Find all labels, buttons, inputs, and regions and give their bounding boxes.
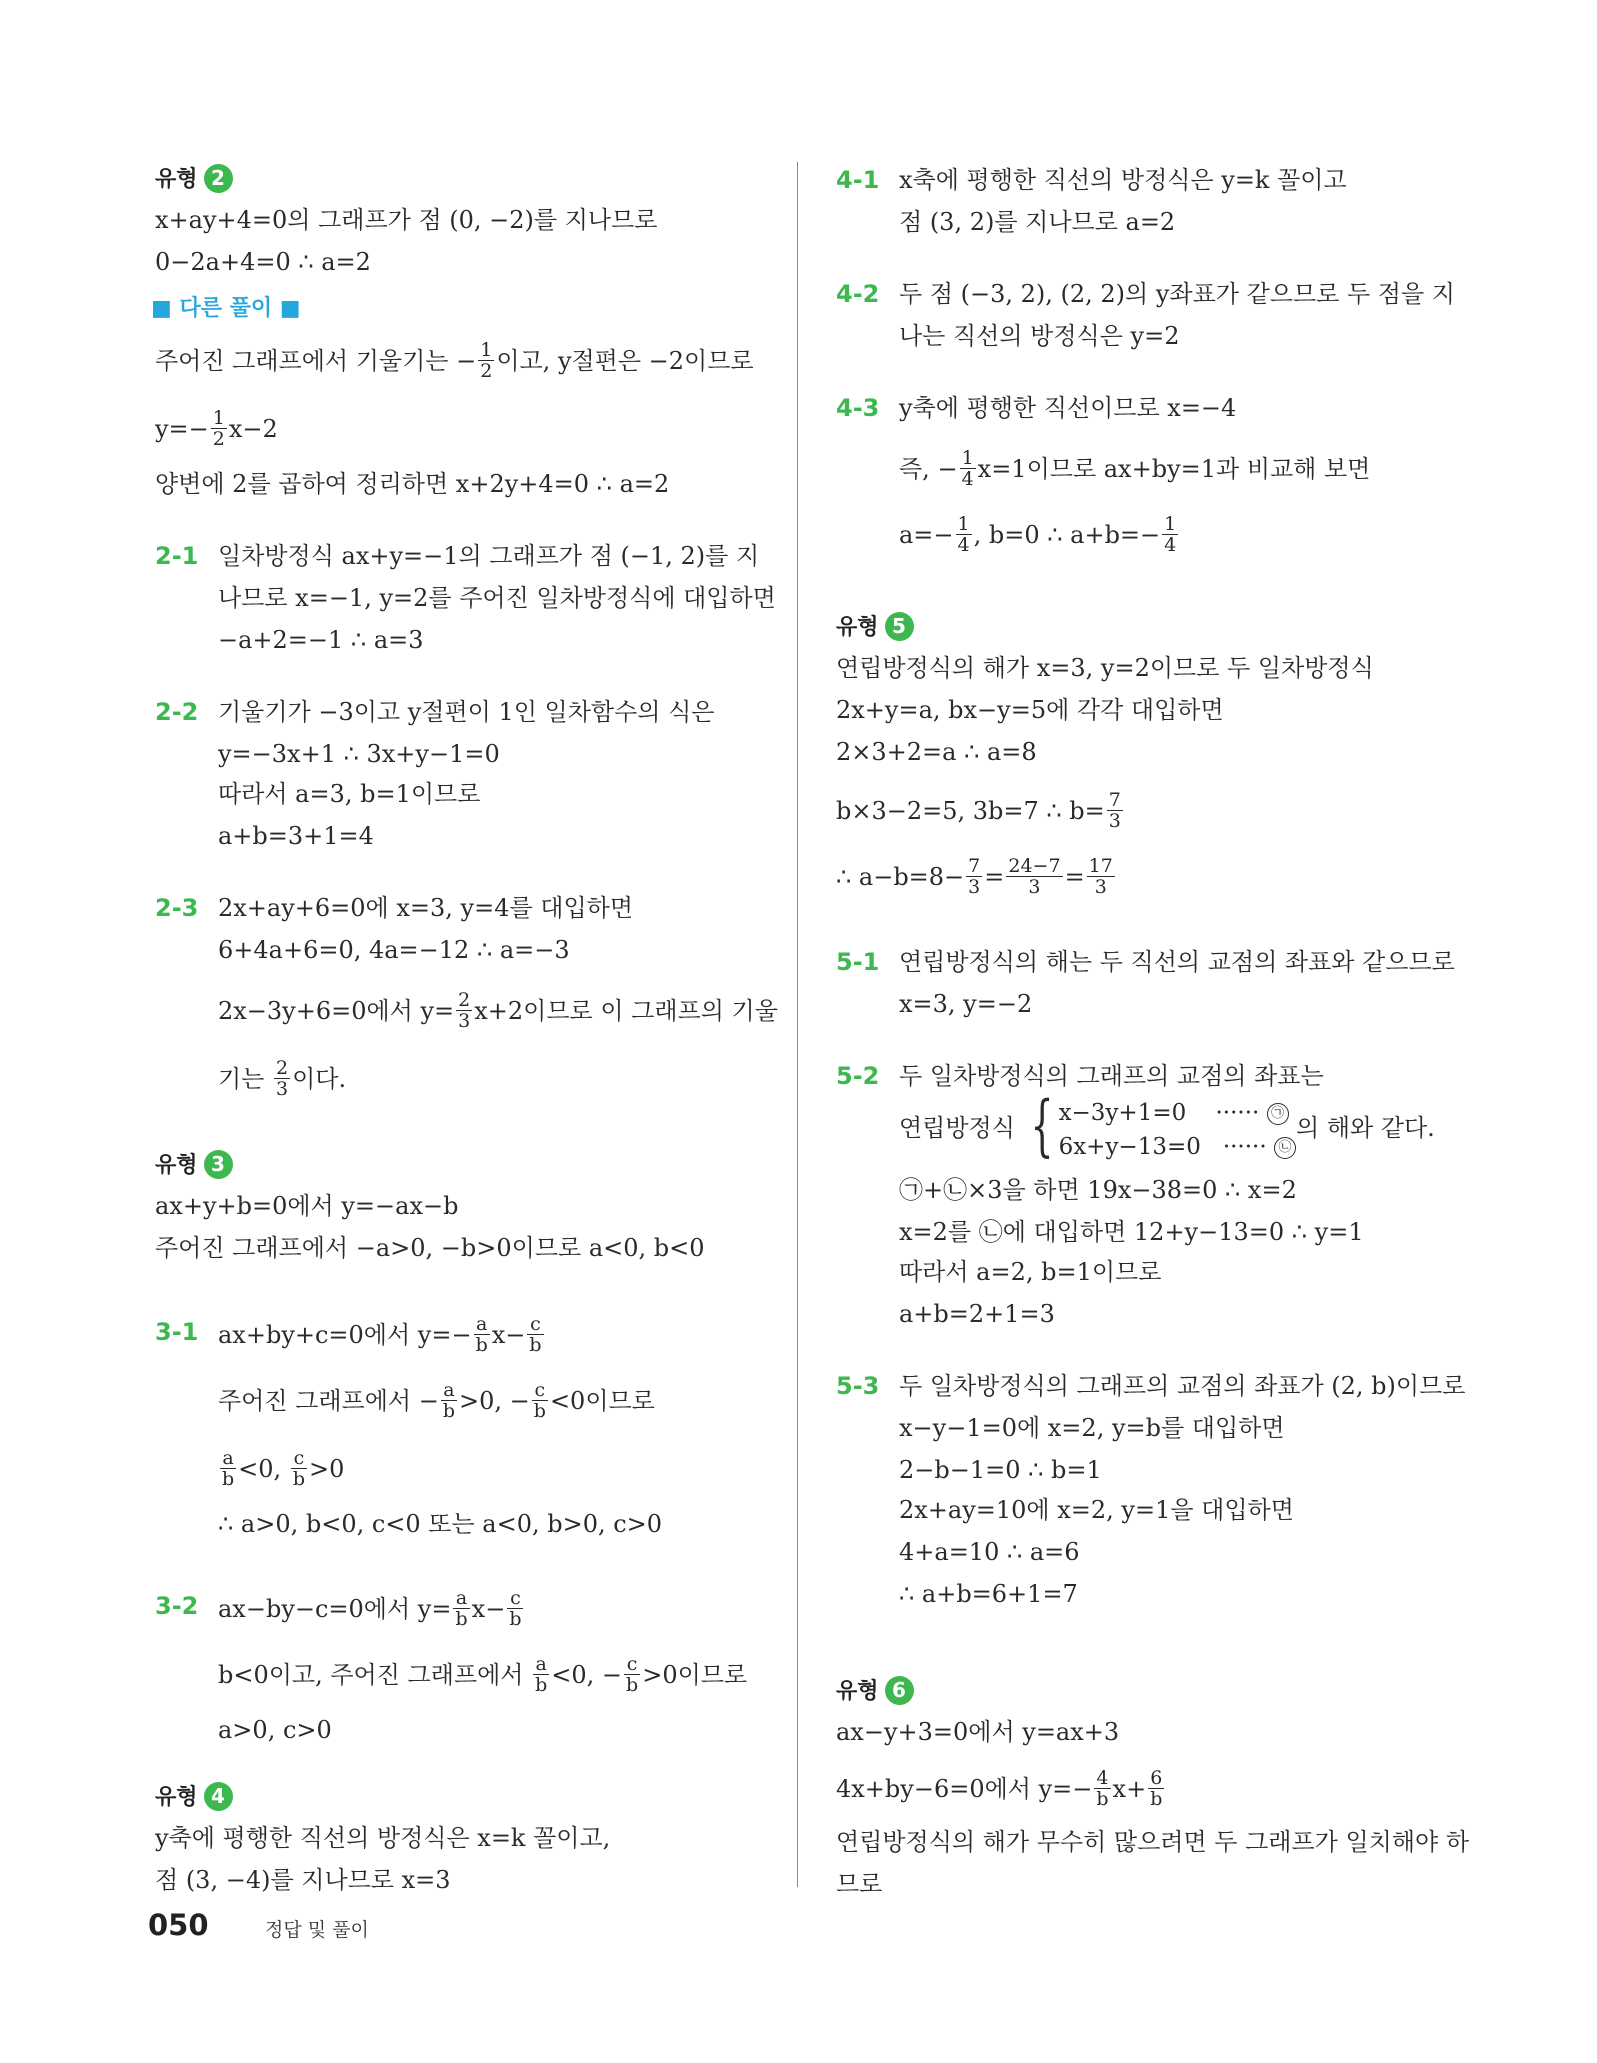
text-line: ax+y+b=0에서 y=−ax−b [155, 1192, 459, 1220]
text-line: 기는 $\frac{2}{3}$ 이다. [218, 1057, 347, 1100]
type-6-heading: 유형 6 [836, 1676, 914, 1708]
text-line: x=2를 ㉡에 대입하면 12+y−13=0 ∴ y=1 [899, 1218, 1364, 1246]
text-line: 주어진 그래프에서 기울기는 − $\frac{1}{2}$ 이고, y절편은 −2이므로 [155, 339, 754, 382]
brace: { [1030, 1086, 1054, 1164]
text-line: 연립방정식의 해는 두 직선의 교점의 좌표와 같으므로 [899, 948, 1455, 976]
type-2-heading: 유형 2 [155, 164, 233, 196]
text-line: 연립방정식의 해가 x=3, y=2이므로 두 일차방정식 [836, 654, 1374, 682]
type-4-heading: 유형 4 [155, 1782, 233, 1814]
fraction: $\frac{a}{b}$ [535, 1653, 548, 1696]
fraction: $\frac{4}{b}$ [1096, 1767, 1109, 1810]
column-divider [797, 162, 798, 1887]
problem-number: 4-3 [836, 394, 880, 422]
circled-label: ㉡ [1274, 1137, 1296, 1159]
fraction: $\frac{2}{3}$ [458, 989, 471, 1032]
text-line: 연립방정식의 해가 무수히 많으려면 두 그래프가 일치해야 하 [836, 1828, 1470, 1856]
problem-number: 2-1 [155, 542, 199, 570]
fraction: $\frac{a}{b}$ [455, 1587, 468, 1630]
fraction: $\frac{a}{b}$ [222, 1447, 235, 1490]
text-line: x=3, y=−2 [899, 990, 1033, 1018]
problem-number: 4-1 [836, 166, 880, 194]
type-number-badge: 2 [204, 164, 233, 193]
text-line: x+ay+4=0의 그래프가 점 (0, −2)를 지나므로 [155, 206, 658, 234]
text-line: 므로 [836, 1870, 883, 1898]
text-line: 2−b−1=0 ∴ b=1 [899, 1456, 1102, 1484]
fraction: $\frac{a}{b}$ [442, 1379, 456, 1422]
text-line: ax−y+3=0에서 y=ax+3 [836, 1718, 1120, 1746]
fraction: $\frac{c}{b}$ [292, 1447, 305, 1490]
fraction: $\frac{17}{3}$ [1088, 855, 1113, 898]
problem-number: 2-3 [155, 894, 199, 922]
fraction: $\frac{2}{3}$ [276, 1057, 289, 1100]
text-line: 양변에 2를 곱하여 정리하면 x+2y+4=0 ∴ a=2 [155, 470, 670, 498]
fraction: $\frac{c}{b}$ [509, 1587, 522, 1630]
text-line: 나므로 x=−1, y=2를 주어진 일차방정식에 대입하면 [218, 584, 776, 612]
text-line: b<0이고, 주어진 그래프에서 $\frac{a}{b}$ <0, − $\frac{c}{b}$ >0이므로 [218, 1653, 748, 1696]
text-line: a=− $\frac{1}{4}$ , b=0 ∴ a+b=− $\frac{1}{4}$ [899, 513, 1177, 556]
text-line: 일차방정식 ax+y=−1의 그래프가 점 (−1, 2)를 지 [218, 542, 760, 570]
text-line: y축에 평행한 직선의 방정식은 x=k 꼴이고, [155, 1824, 611, 1852]
problem-number: 5-3 [836, 1372, 880, 1400]
text-line: 주어진 그래프에서 − $\frac{a}{b}$ >0, − $\frac{c}{b}$ <0이므로 [218, 1379, 655, 1422]
problem-number: 5-2 [836, 1062, 880, 1090]
type-5-heading: 유형 5 [836, 612, 914, 644]
fraction: $\frac{7}{3}$ [968, 855, 981, 898]
type-number-badge: 3 [204, 1150, 233, 1179]
text-line: $\frac{a}{b}$ <0, $\frac{c}{b}$ >0 [222, 1447, 345, 1490]
text-line: ㉠+㉡×3을 하면 19x−38=0 ∴ x=2 [899, 1176, 1297, 1204]
fraction: $\frac{1}{4}$ [961, 447, 974, 490]
text-line: x−y−1=0에 x=2, y=b를 대입하면 [899, 1414, 1285, 1442]
text-line: 나는 직선의 방정식은 y=2 [899, 322, 1180, 350]
text-line: y=−3x+1 ∴ 3x+y−1=0 [218, 740, 500, 768]
text-line: 2x−3y+6=0에서 y= $\frac{2}{3}$ x+2이므로 이 그래프의 기울 [218, 989, 778, 1032]
equation-system: x−3y+1=0 ······ ㉠ 6x+y−13=0 ······ ㉡ [1059, 1096, 1296, 1164]
fraction: $\frac{1}{2}$ [212, 407, 225, 450]
text-line: 2x+y=a, bx−y=5에 각각 대입하면 [836, 696, 1224, 724]
text-line: ax+by+c=0에서 y=− $\frac{a}{b}$ x− $\frac{c}{b}$ [218, 1313, 542, 1356]
type-number-badge: 6 [885, 1676, 914, 1705]
text-line: ax−by−c=0에서 y= $\frac{a}{b}$ x− $\frac{c}{b}$ [218, 1587, 522, 1630]
text-line: 6+4a+6=0, 4a=−12 ∴ a=−3 [218, 936, 570, 964]
type-number-badge: 4 [204, 1782, 233, 1811]
fraction: $\frac{a}{b}$ [475, 1313, 488, 1356]
text-line: 기울기가 −3이고 y절편이 1인 일차함수의 식은 [218, 698, 715, 726]
page-number: 050 [148, 1908, 209, 1942]
text-line: 점 (3, −4)를 지나므로 x=3 [155, 1866, 451, 1894]
text-line: 점 (3, 2)를 지나므로 a=2 [899, 208, 1176, 236]
fraction: $\frac{1}{4}$ [1164, 513, 1177, 556]
text-line: −a+2=−1 ∴ a=3 [218, 626, 424, 654]
problem-number: 3-2 [155, 1592, 199, 1620]
text-line: 두 점 (−3, 2), (2, 2)의 y좌표가 같으므로 두 점을 지 [899, 280, 1455, 308]
text-line: 두 일차방정식의 그래프의 교점의 좌표는 [899, 1062, 1324, 1090]
text-line: 따라서 a=3, b=1이므로 [218, 780, 481, 808]
text-line: 4+a=10 ∴ a=6 [899, 1538, 1080, 1566]
text-line: b×3−2=5, 3b=7 ∴ b= $\frac{7}{3}$ [836, 789, 1121, 832]
fraction: $\frac{7}{3}$ [1108, 789, 1121, 832]
text-line: y축에 평행한 직선이므로 x=−4 [899, 394, 1237, 422]
text-line: a>0, c>0 [218, 1716, 332, 1744]
text-line: 0−2a+4=0 ∴ a=2 [155, 248, 371, 276]
system-of-equations-line: 연립방정식 { x−3y+1=0 ······ ㉠ 6x+y−13=0 ······ ㉡ 의 해와 같다. [899, 1086, 1435, 1164]
problem-number: 3-1 [155, 1318, 199, 1346]
fraction: $\frac{24-7}{3}$ [1008, 855, 1061, 898]
fraction: $\frac{c}{b}$ [626, 1653, 639, 1696]
text-line: y=− $\frac{1}{2}$ x−2 [155, 407, 278, 450]
fraction: $\frac{c}{b}$ [529, 1313, 542, 1356]
fraction: $\frac{1}{2}$ [480, 339, 493, 382]
text-line: a+b=2+1=3 [899, 1300, 1055, 1328]
fraction: $\frac{1}{4}$ [957, 513, 970, 556]
text-line: 4x+by−6=0에서 y=− $\frac{4}{b}$ x+ $\frac{6}{b}$ [836, 1767, 1163, 1810]
alt-solution-title: ■ 다른 풀이 ■ [151, 296, 301, 321]
text-line: 2x+ay+6=0에 x=3, y=4를 대입하면 [218, 894, 634, 922]
text-line: a+b=3+1=4 [218, 822, 374, 850]
text-line: 2x+ay=10에 x=2, y=1을 대입하면 [899, 1496, 1294, 1524]
problem-number: 5-1 [836, 948, 880, 976]
text-line: 따라서 a=2, b=1이므로 [899, 1258, 1162, 1286]
text-line: ∴ a−b=8− $\frac{7}{3}$ = $\frac{24-7}{3}$ = $\frac{17}{3}$ [836, 855, 1113, 898]
text-line: ∴ a>0, b<0, c<0 또는 a<0, b>0, c>0 [218, 1510, 663, 1538]
type-3-heading: 유형 3 [155, 1150, 233, 1182]
type-number-badge: 5 [885, 612, 914, 641]
footer-label: 정답 및 풀이 [265, 1919, 369, 1941]
text-line: 즉, − $\frac{1}{4}$ x=1이므로 ax+by=1과 비교해 보면 [899, 447, 1371, 490]
fraction: $\frac{6}{b}$ [1150, 1767, 1163, 1810]
circled-label: ㉠ [1267, 1103, 1289, 1125]
text-line: 주어진 그래프에서 −a>0, −b>0이므로 a<0, b<0 [155, 1234, 705, 1262]
problem-number: 4-2 [836, 280, 880, 308]
text-line: x축에 평행한 직선의 방정식은 y=k 꼴이고 [899, 166, 1347, 194]
text-line: ∴ a+b=6+1=7 [899, 1580, 1078, 1608]
problem-number: 2-2 [155, 698, 199, 726]
text-line: 2×3+2=a ∴ a=8 [836, 738, 1037, 766]
text-line: 두 일차방정식의 그래프의 교점의 좌표가 (2, b)이므로 [899, 1372, 1466, 1400]
fraction: $\frac{c}{b}$ [533, 1379, 546, 1422]
